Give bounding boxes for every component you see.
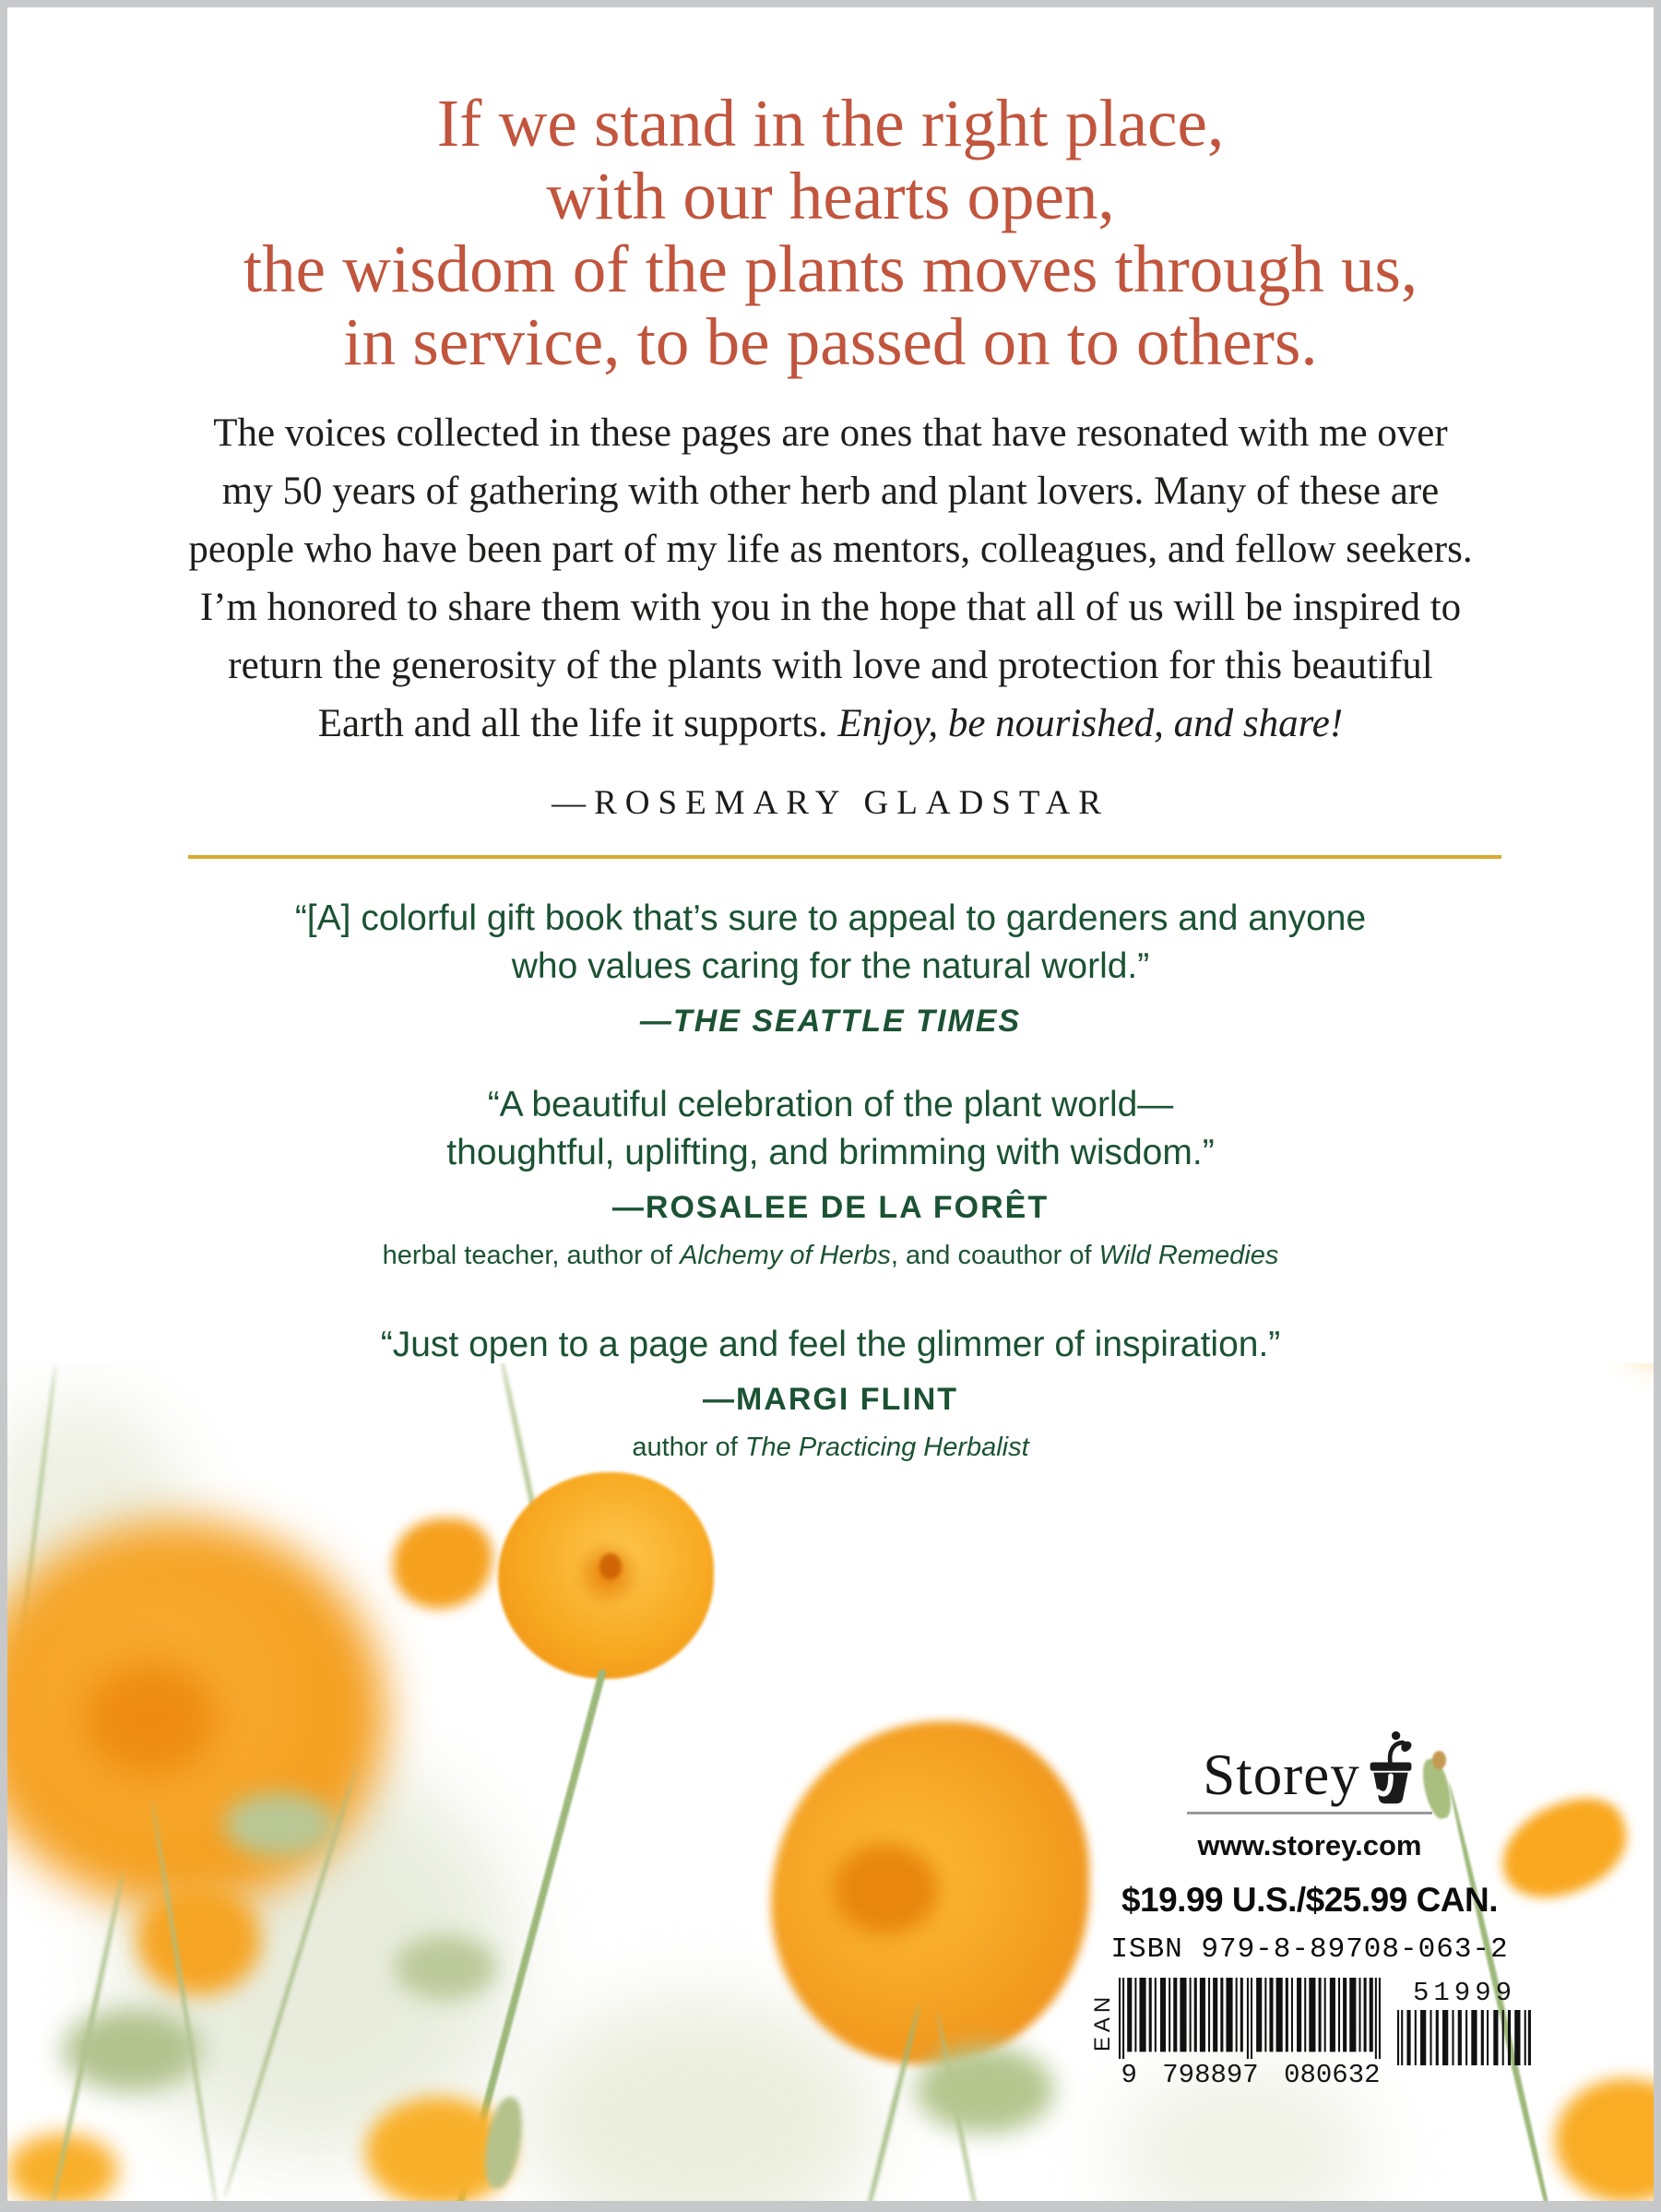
barcode-number: 9 798897 080632 — [1121, 2060, 1381, 2090]
foliage — [63, 2009, 201, 2092]
barcode-supplement — [1397, 1978, 1532, 2065]
credit-book-title: Wild Remedies — [1098, 1241, 1279, 1270]
foliage — [224, 1792, 335, 1857]
review-attribution: —ROSALEE DE LA FORÊT — [611, 1190, 1050, 1225]
barcode-area — [1087, 1978, 1532, 2090]
ean-label-box — [1087, 1978, 1119, 2066]
small-poppy — [1555, 2078, 1654, 2201]
gold-divider — [188, 855, 1501, 859]
barcode-bars — [1119, 1978, 1382, 2059]
review-quote-line: “Just open to a page and feel the glimmer of inspiration.” — [380, 1325, 1281, 1364]
intro-line: people who have been part of my life as mentors, colleagues, and fellow seekers. — [188, 528, 1473, 571]
intro-line: return the generosity of the plants with love and protection for this beautiful — [228, 644, 1433, 687]
author-attribution: —ROSEMARY GLADSTAR — [552, 784, 1109, 822]
main-quote-line: with our hearts open, — [546, 159, 1115, 233]
review-attribution: —MARGI FLINT — [702, 1382, 959, 1417]
intro-closing-line — [72, 695, 1589, 753]
intro-line: my 50 years of gathering with other herb and plant lovers. Many of these are — [221, 470, 1440, 513]
foliage — [916, 2046, 1054, 2134]
poppy-stamen — [599, 1553, 622, 1579]
small-poppy — [136, 1885, 261, 1995]
publisher-website: www.storey.com — [1197, 1829, 1422, 1861]
review-quote-line: “A beautiful celebration of the plant world— — [487, 1085, 1174, 1124]
main-quote-line: in service, to be passed on to others. — [343, 304, 1318, 379]
price: $19.99 U.S./$25.99 CAN. — [1121, 1881, 1499, 1919]
isbn: ISBN 979-8-89708-063-2 — [1110, 1933, 1509, 1966]
barcode-price-code: 51999 — [1412, 1978, 1516, 2008]
credit-text: herbal teacher, author of — [382, 1241, 681, 1270]
large-poppy-center — [833, 1843, 939, 1935]
main-quote — [7, 87, 1654, 378]
review-quote-line: “[A] colorful gift book that’s sure to appeal to gardeners and anyone — [294, 898, 1367, 938]
reviewer-credit — [7, 1241, 1654, 1271]
review-quote-line: who values caring for the natural world.” — [511, 946, 1150, 986]
review-seattle-times — [7, 895, 1654, 1040]
haze-blob — [524, 2000, 874, 2201]
main-quote-line: the wisdom of the plants moves through us, — [243, 232, 1418, 306]
foliage — [395, 1935, 496, 2000]
ean-label: EAN — [1090, 1992, 1116, 2052]
logo-underline — [1187, 1812, 1432, 1814]
storey-logotype: Storey — [1203, 1742, 1360, 1807]
storey-logo — [1203, 1730, 1416, 1807]
credit-book-title: Alchemy of Herbs — [680, 1241, 891, 1270]
intro-closing-regular: Earth and all the life it supports. — [317, 702, 838, 745]
blurred-poppy-center — [81, 1659, 219, 1778]
intro-closing-italic: Enjoy, be nourished, and share! — [837, 702, 1344, 745]
flower-pot-sprout-icon — [1365, 1730, 1417, 1806]
intro-paragraph — [72, 404, 1589, 753]
small-poppy — [393, 1518, 492, 1609]
main-quote-line: If we stand in the right place, — [436, 86, 1225, 161]
barcode-supplement-bars — [1397, 2010, 1532, 2065]
review-rosalee — [7, 1081, 1654, 1271]
review-attribution: —THE SEATTLE TIMES — [639, 1004, 1022, 1039]
credit-book-title: The Practicing Herbalist — [744, 1433, 1029, 1462]
credit-text: author of — [632, 1433, 745, 1462]
publisher-block — [1040, 1730, 1579, 2090]
intro-line: I’m honored to share them with you in the hope that all of us will be inspired to — [199, 586, 1462, 629]
intro-line: The voices collected in these pages are ones that have resonated with me over — [213, 411, 1448, 455]
review-quote-line: thoughtful, uplifting, and brimming with wisdom.” — [446, 1133, 1215, 1172]
credit-text: , and coauthor of — [890, 1241, 1099, 1270]
barcode-main — [1119, 1978, 1382, 2090]
